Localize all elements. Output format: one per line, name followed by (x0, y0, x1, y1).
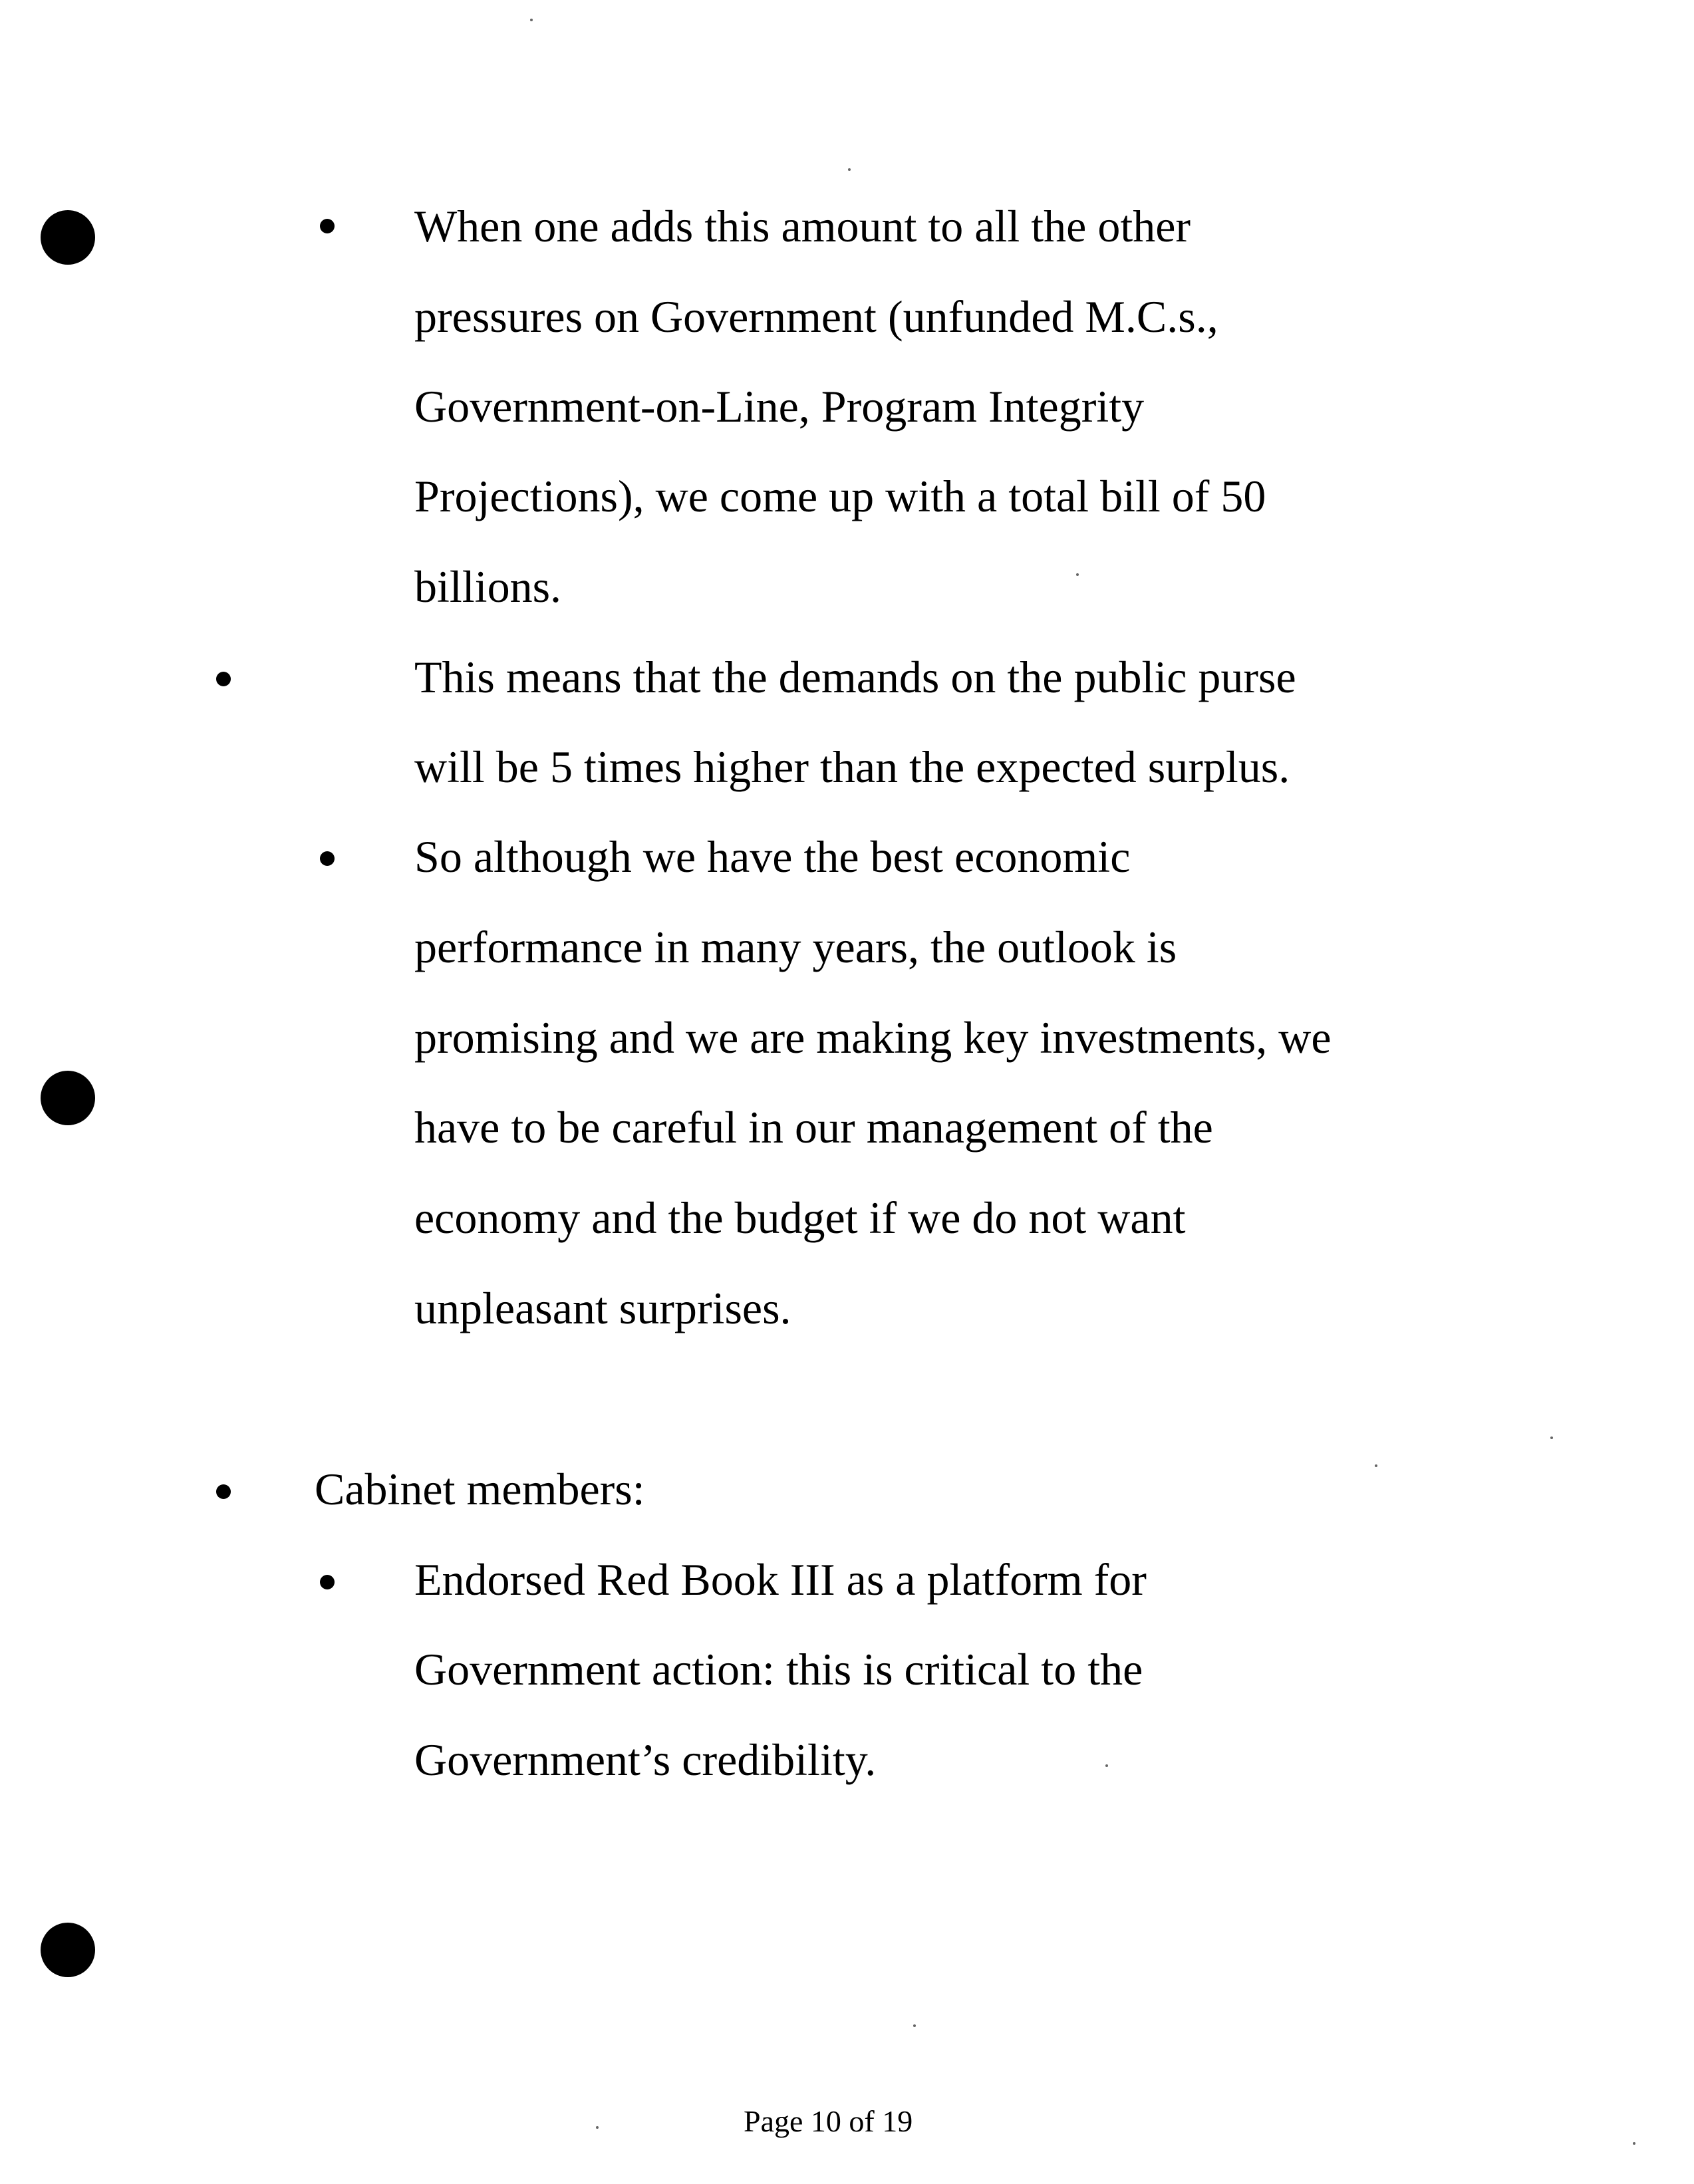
scan-speck (530, 19, 533, 21)
page-number: Page 10 of 19 (744, 2104, 913, 2138)
bullet-text-line: Government-on-Line, Program Integrity (414, 381, 1145, 432)
bullet-text-line: Government action: this is critical to the (414, 1644, 1143, 1695)
scan-speck (913, 2024, 916, 2027)
binder-hole (41, 1923, 95, 1977)
scan-speck (1633, 2142, 1635, 2145)
bullet-text-line: Government’s credibility. (414, 1734, 877, 1785)
bullet-text-line: unpleasant surprises. (414, 1283, 791, 1333)
bullet-icon (320, 1575, 335, 1589)
scan-speck (596, 2126, 599, 2129)
bullet-text-line: billions. (414, 561, 562, 612)
bullet-text-line: Cabinet members: (315, 1464, 645, 1514)
bullet-icon (320, 851, 335, 866)
bullet-text-line: So although we have the best economic (414, 831, 1131, 882)
scan-speck (1105, 1764, 1108, 1767)
bullet-text-line: When one adds this amount to all the other (414, 201, 1191, 251)
bullet-text-line: promising and we are making key investments, we (414, 1012, 1332, 1063)
bullet-text-line: Endorsed Red Book III as a platform for (414, 1554, 1147, 1605)
bullet-text-line: economy and the budget if we do not want (414, 1192, 1186, 1243)
bullet-text-line: have to be careful in our management of the (414, 1102, 1213, 1153)
scan-speck (1375, 1464, 1377, 1467)
bullet-text-line: performance in many years, the outlook is (414, 922, 1177, 972)
bullet-icon (320, 219, 335, 233)
scan-speck (1076, 573, 1079, 576)
binder-hole (41, 210, 95, 265)
bullet-text-line: This means that the demands on the public purse (414, 652, 1296, 702)
bullet-icon (216, 1484, 231, 1499)
scan-speck (848, 168, 851, 171)
binder-hole (41, 1071, 95, 1125)
scan-speck (1550, 1436, 1553, 1439)
bullet-text-line: pressures on Government (unfunded M.C.s., (414, 291, 1218, 342)
bullet-text-line: Projections), we come up with a total bill of 50 (414, 471, 1266, 521)
bullet-icon (216, 672, 231, 686)
bullet-text-line: will be 5 times higher than the expected surplus. (414, 742, 1290, 792)
